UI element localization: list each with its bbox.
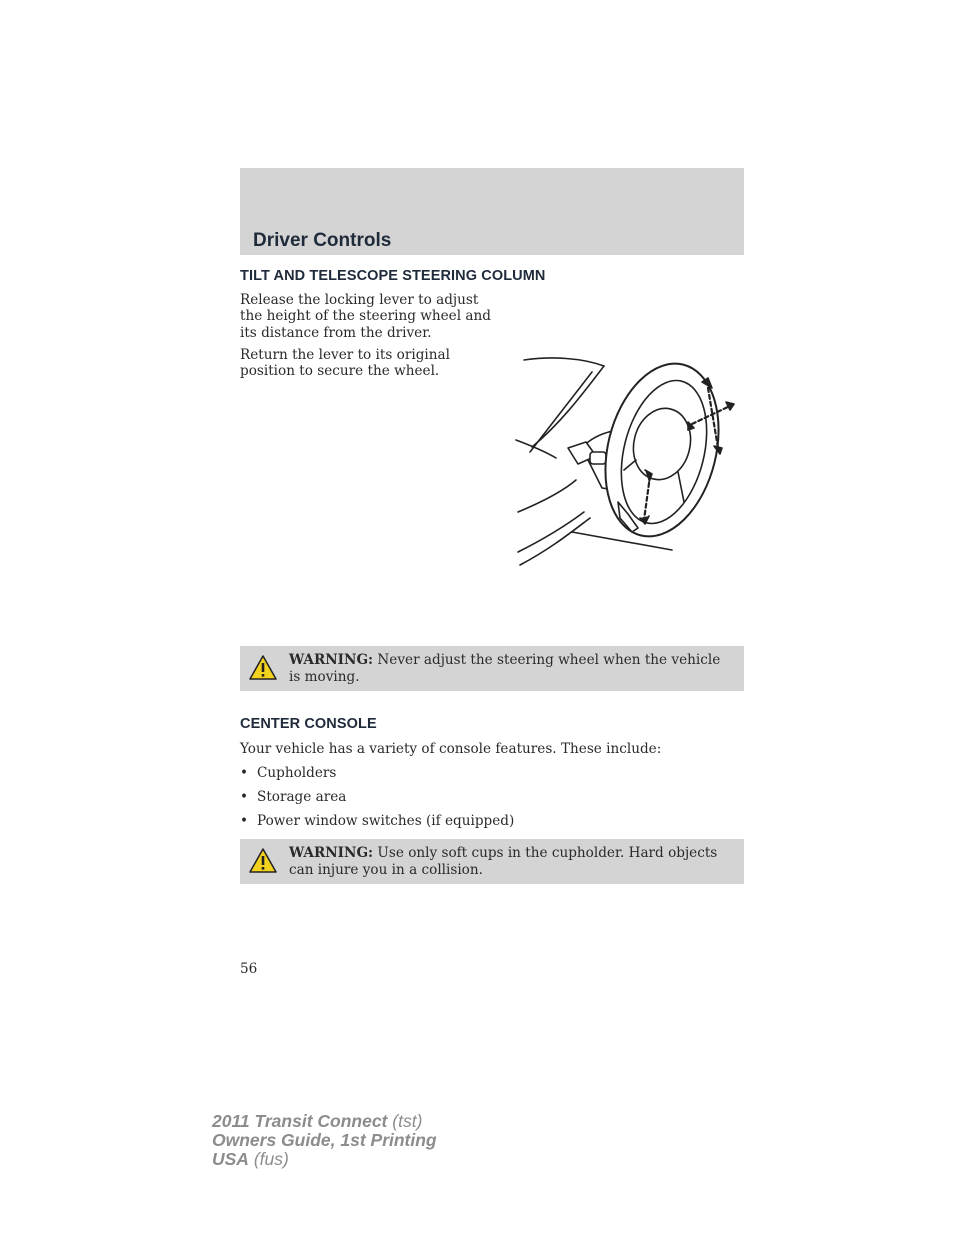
footer-market-code: (fus): [253, 1149, 289, 1169]
footer-line-2: Owners Guide, 1st Printing: [212, 1130, 437, 1150]
bullet-dot: •: [240, 765, 249, 781]
bullet-dot: •: [240, 789, 249, 805]
chapter-title: Driver Controls: [253, 230, 392, 251]
page-number: 56: [240, 961, 258, 977]
paragraph-console-intro: Your vehicle has a variety of console features. These include:: [240, 741, 662, 757]
footer-model: 2011 Transit Connect: [212, 1111, 388, 1131]
list-item: [240, 765, 514, 789]
warning-label: WARNING:: [289, 845, 374, 861]
warning-message: Use only soft cups in the cupholder. Hard objects can injure you in a collision.: [289, 845, 718, 878]
list-item: [240, 789, 514, 813]
section-heading-tilt-telescope: TILT AND TELESCOPE STEERING COLUMN: [240, 268, 546, 284]
steering-wheel-illustration: [512, 352, 744, 570]
section-heading-center-console: CENTER CONSOLE: [240, 716, 377, 732]
list-item-text: Storage area: [257, 789, 347, 805]
footer-model-code: (tst): [392, 1111, 423, 1131]
document-footer: [212, 1112, 437, 1169]
section-header-band: [240, 168, 744, 255]
warning-text: [289, 652, 734, 685]
list-item-text: Power window switches (if equipped): [257, 813, 515, 829]
list-item: [240, 813, 514, 837]
bullet-dot: •: [240, 813, 249, 829]
footer-market: USA: [212, 1149, 249, 1169]
footer-line-1: [212, 1112, 437, 1131]
footer-line-3: [212, 1150, 437, 1169]
paragraph-release-lever: Release the locking lever to adjust the height of the steering wheel and its distance from the driver.: [240, 292, 491, 341]
warning-triangle-icon: [248, 847, 278, 874]
paragraph-return-lever: Return the lever to its original position to secure the wheel.: [240, 347, 450, 380]
list-item-text: Cupholders: [257, 765, 337, 781]
console-features-list: [240, 765, 514, 837]
warning-box-steering: [240, 646, 744, 691]
warning-text: [289, 845, 734, 878]
warning-box-cupholder: [240, 839, 744, 884]
warning-triangle-icon: [248, 654, 278, 681]
warning-label: WARNING:: [289, 652, 374, 668]
warning-message: Never adjust the steering wheel when the vehicle is moving.: [289, 652, 721, 685]
